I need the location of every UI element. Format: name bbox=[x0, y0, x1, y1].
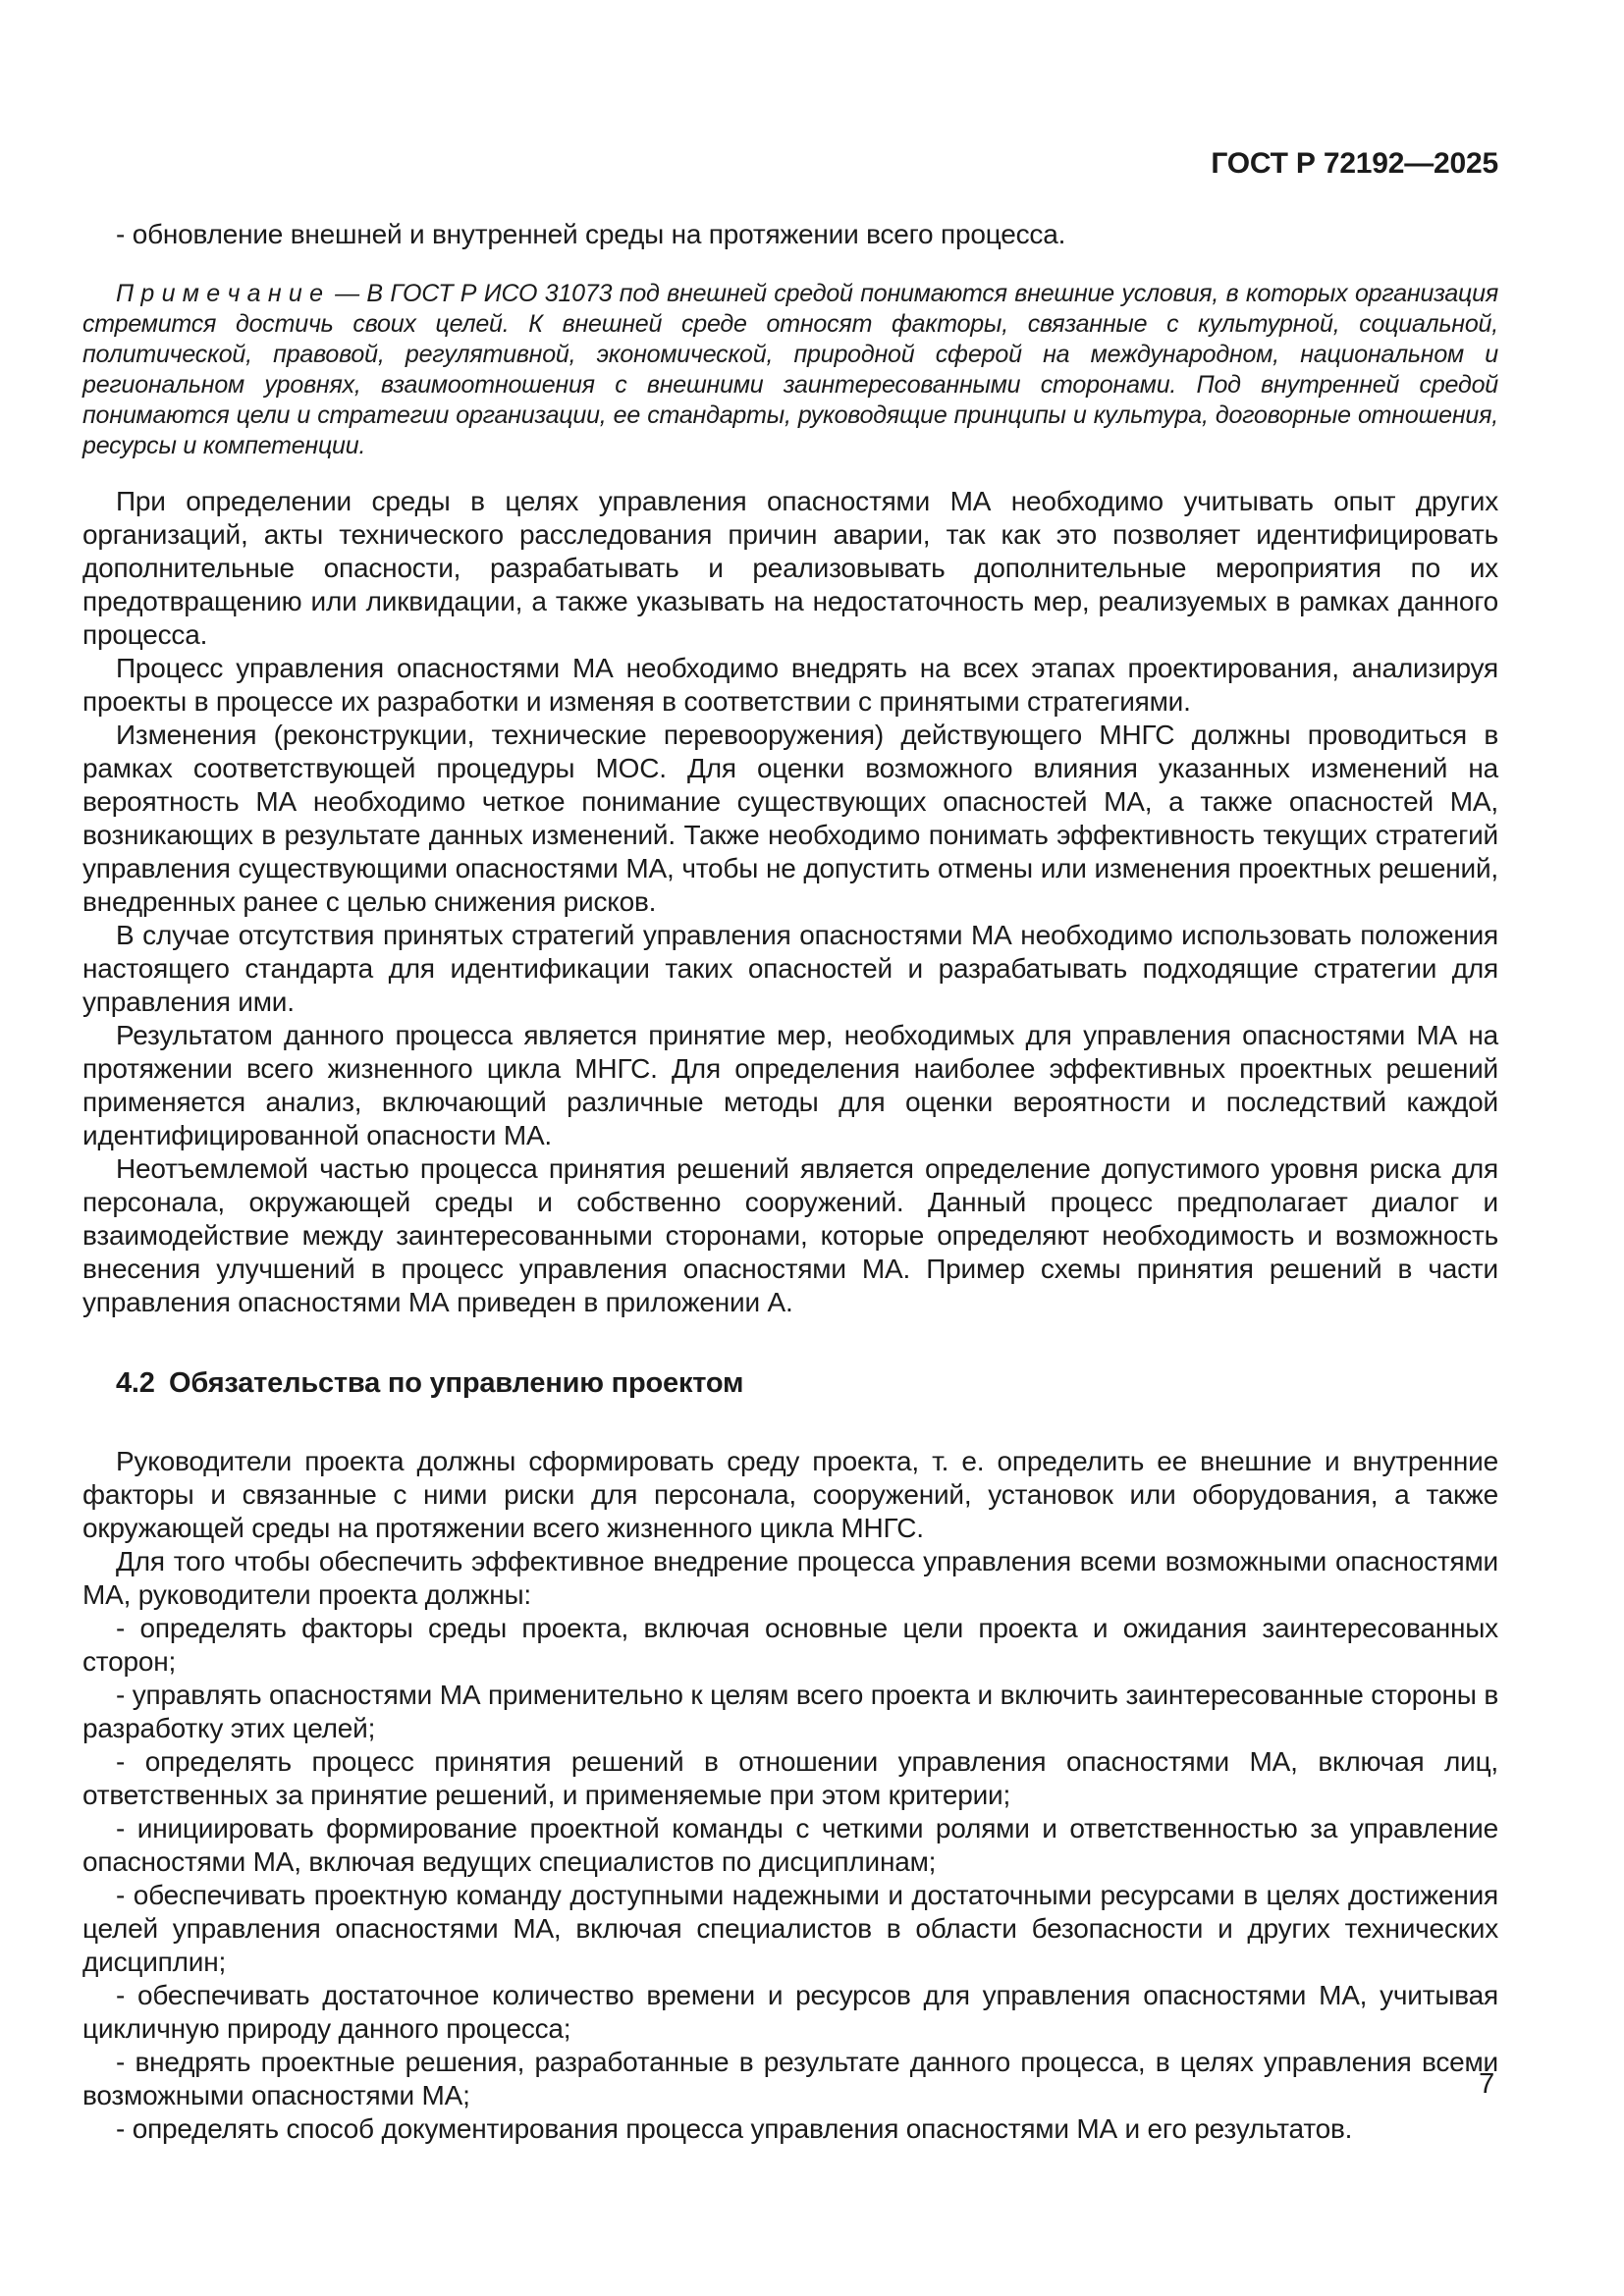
note-paragraph: П р и м е ч а н и е — В ГОСТ Р ИСО 31073 под внешней средой понимаются внешние условия, в которых организация стремится достичь своих целей. К внешней среде относят факторы, связанные с культурной, социальной, политической, правовой, регулятивной, экономической, природной сферой на международном, национальном и региональном уровнях, взаимоотношения с внешними заинтересованными сторонами. Под внутренней средой понимаются цели и стратегии организации, ее стандарты, руководящие принципы и культура, договорные отношения, ресурсы и компетенции. bbox=[82, 280, 1498, 459]
list-item: - обновление внешней и внутренней среды на протяжении всего процесса. bbox=[116, 219, 1066, 249]
list-item: - управлять опасностями МА применительно к целям всего проекта и включить заинтересованные стороны в разработку этих целей; bbox=[82, 1680, 1498, 1743]
document-code-header: ГОСТ Р 72192—2025 bbox=[1211, 147, 1498, 180]
paragraph: Результатом данного процесса является принятие мер, необходимых для управления опасностями МА на протяжении всего жизненного цикла МНГС. Для определения наиболее эффективных проектных решений применяется анализ, включающий различные методы для оценки вероятности и последствий каждой идентифицированной опасности МА. bbox=[82, 1020, 1498, 1150]
list-item: - обеспечивать достаточное количество времени и ресурсов для управления опасностями МА, учитывая цикличную природу данного процесса; bbox=[82, 1980, 1498, 2044]
document-body bbox=[82, 218, 1498, 2146]
list-item: - внедрять проектные решения, разработанные в результате данного процесса, в целях управления всеми возможными опасностями МА; bbox=[82, 2047, 1498, 2110]
paragraph: Руководители проекта должны сформировать среду проекта, т. е. определить ее внешние и внутренние факторы и связанные с ними риски для персонала, сооружений, установок или оборудования, а также окружающей среды на протяжении всего жизненного цикла МНГС. bbox=[82, 1446, 1498, 1543]
paragraph: Процесс управления опасностями МА необходимо внедрять на всех этапах проектирования, анализируя проекты в процессе их разработки и изменяя в соответствии с принятыми стратегиями. bbox=[82, 653, 1498, 717]
section-heading: 4.2 Обязательства по управлению проектом bbox=[116, 1367, 744, 1399]
list-item: - определять процесс принятия решений в отношении управления опасностями МА, включая лиц, ответственных за принятие решений, и применяемые при этом критерии; bbox=[82, 1746, 1498, 1810]
paragraph: Изменения (реконструкции, технические перевооружения) действующего МНГС должны проводиться в рамках соответствующей процедуры МОС. Для оценки возможного влияния указанных изменений на вероятность МА необходимо четкое понимание существующих опасностей МА, а также опасностей МА, возникающих в результате данных изменений. Также необходимо понимать эффективность текущих стратегий управления существующими опасностями МА, чтобы не допустить отмены или изменения проектных решений, внедренных ранее с целью снижения рисков. bbox=[82, 720, 1498, 917]
list-item: - определять способ документирования процесса управления опасностями МА и его результатов. bbox=[116, 2113, 1353, 2144]
list-item: - обеспечивать проектную команду доступными надежными и достаточными ресурсами в целях достижения целей управления опасностями МА, включая специалистов в области безопасности и других технических дисциплин; bbox=[82, 1880, 1498, 1977]
paragraph: Для того чтобы обеспечить эффективное внедрение процесса управления всеми возможными опасностями МА, руководители проекта должны: bbox=[82, 1546, 1498, 1610]
list-item: - инициировать формирование проектной команды с четкими ролями и ответственностью за управление опасностями МА, включая ведущих специалистов по дисциплинам; bbox=[82, 1813, 1498, 1877]
paragraph: В случае отсутствия принятых стратегий управления опасностями МА необходимо использовать положения настоящего стандарта для идентификации таких опасностей и разрабатывать подходящие стратегии для управления ими. bbox=[82, 920, 1498, 1017]
list-item: - определять факторы среды проекта, включая основные цели проекта и ожидания заинтересованных сторон; bbox=[82, 1613, 1498, 1677]
paragraph: Неотъемлемой частью процесса принятия решений является определение допустимого уровня риска для персонала, окружающей среды и собственно сооружений. Данный процесс предполагает диалог и взаимодействие между заинтересованными сторонами, которые определяют необходимость и возможность внесения улучшений в процесс управления опасностями МА. Пример схемы принятия решений в части управления опасностями МА приведен в приложении А. bbox=[82, 1153, 1498, 1317]
page-number: 7 bbox=[1479, 2068, 1494, 2100]
paragraph: При определении среды в целях управления опасностями МА необходимо учитывать опыт других организаций, акты технического расследования причин аварии, так как это позволяет идентифицировать дополнительные опасности, разрабатывать и реализовывать дополнительные мероприятия по их предотвращению или ликвидации, а также указывать на недостаточность мер, реализуемых в рамках данного процесса. bbox=[82, 486, 1498, 650]
